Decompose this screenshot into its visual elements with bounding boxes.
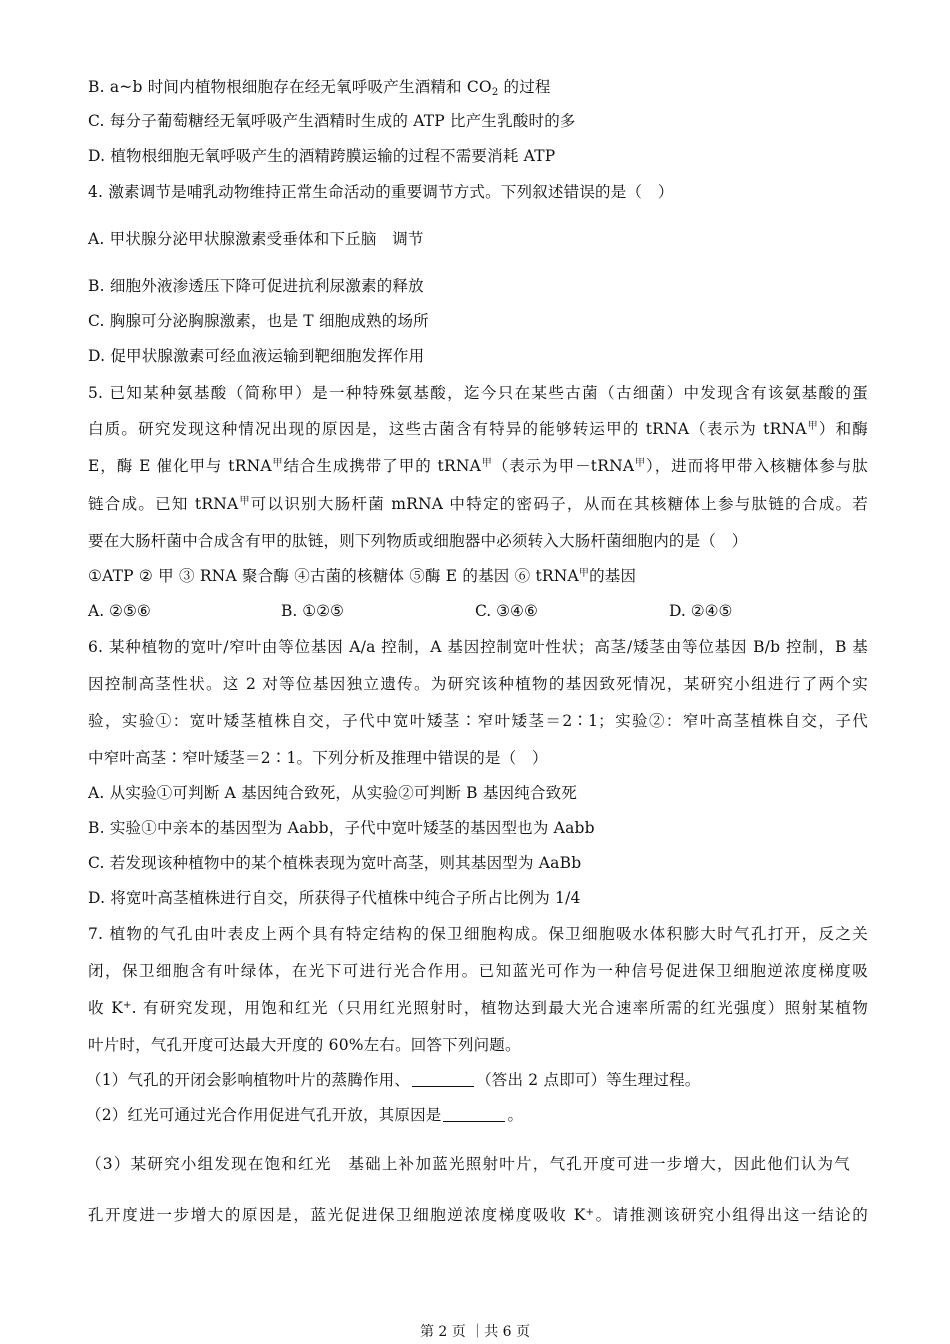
q7-stem-line-4: 叶片时，气孔开度可达最大开度的 60%左右。回答下列问题。 (88, 1036, 521, 1054)
q7-stem-line-2: 闭，保卫细胞含有叶绿体，在光下可进行光合作用。已知蓝光可作为一种信号促进保卫细胞逆浓度梯度吸 (88, 962, 868, 980)
q5-option-d: D. ②④⑤ (669, 602, 733, 620)
q5-stem-line-5: 要在大肠杆菌中合成含有甲的肽链，则下列物质或细胞器中必须转入大肠杆菌细胞内的是（ ） (88, 532, 748, 550)
q7-sub-question-3-line-2: 孔开度进一步增大的原因是，蓝光促进保卫细胞逆浓度梯度吸收 K+。请推测该研究小组得出这一结论的 (88, 1206, 869, 1224)
q5-stem-line-1: 5. 已知某种氨基酸（简称甲）是一种特殊氨基酸，迄今只在某些古菌（古细菌）中发现含有该氨基酸的蛋 (88, 384, 868, 402)
answer-blank[interactable] (443, 1107, 505, 1122)
page-footer: 第 2 页 ｜共 6 页 (419, 1324, 531, 1340)
q5-option-c: C. ③④⑥ (475, 602, 538, 620)
q5-stem-line-3: E，酶 E 催化甲与 tRNA$^甲$结合生成携带了甲的 tRNA$^甲$（表示为甲－tRNA$^甲$），进而将甲带入核糖体参与肽 (88, 457, 868, 475)
q6-option-b: B. 实验①中亲本的基因型为 Aabb，子代中宽叶矮茎的基因型也为 Aabb (88, 819, 595, 837)
q7-stem-line-1: 7. 植物的气孔由叶表皮上两个具有特定结构的保卫细胞构成。保卫细胞吸水体积膨大时气孔打开，反之关 (88, 925, 868, 943)
q6-option-d: D. 将宽叶高茎植株进行自交，所获得子代植株中纯合子所占比例为 1/4 (88, 889, 581, 907)
q3-option-d: D. 植物根细胞无氧呼吸产生的酒精跨膜运输的过程不需要消耗 ATP (88, 147, 556, 165)
q6-stem-line-2: 因控制高茎性状。这 2 对等位基因独立遗传。为研究该种植物的基因致死情况，某研究小组进行了两个实 (88, 675, 868, 693)
q6-stem-line-3: 验，实验①：宽叶矮茎植株自交，子代中宽叶矮茎∶窄叶矮茎＝2∶1；实验②：窄叶高茎植株自交，子代 (88, 712, 868, 730)
q4-stem: 4. 激素调节是哺乳动物维持正常生命活动的重要调节方式。下列叙述错误的是（ ） (88, 183, 674, 201)
q7-stem-line-3: 收 K+. 有研究发现，用饱和红光（只用红光照射时，植物达到最大光合速率所需的红光强度）照射某植物 (88, 999, 868, 1017)
q7-sub-question-1: （1）气孔的开闭会影响植物叶片的蒸腾作用、 （答出 2 点即可）等生理过程。 (86, 1071, 701, 1089)
answer-blank[interactable] (412, 1072, 474, 1087)
q3-option-c: C. 每分子葡萄糖经无氧呼吸产生酒精时生成的 ATP 比产生乳酸时的多 (88, 112, 576, 130)
q5-option-a: A. ②⑤⑥ (88, 602, 151, 620)
q4-option-b: B. 细胞外液渗透压下降可促进抗利尿激素的释放 (88, 277, 424, 295)
q6-option-a: A. 从实验①可判断 A 基因纯合致死，从实验②可判断 B 基因纯合致死 (88, 784, 578, 802)
q7-sub-question-3-line-1: （3）某研究小组发现在饱和红光 基础上补加蓝光照射叶片，气孔开度可进一步增大，因此他们认为气 (86, 1155, 850, 1173)
q4-option-d: D. 促甲状腺激素可经血液运输到靶细胞发挥作用 (88, 347, 425, 365)
q5-items: ①ATP ② 甲 ③ RNA 聚合酶 ④古菌的核糖体 ⑤酶 E 的基因 ⑥ tRNA$^甲$的基因 (88, 567, 637, 585)
q7-sub-question-2: （2）红光可通过光合作用促进气孔开放，其原因是 。 (86, 1106, 524, 1124)
q6-option-c: C. 若发现该种植物中的某个植株表现为宽叶高茎，则其基因型为 AaBb (88, 854, 582, 872)
q4-option-a: A. 甲状腺分泌甲状腺激素受垂体和下丘脑 调节 (88, 230, 424, 248)
q5-option-b: B. ①②⑤ (281, 602, 344, 620)
q6-stem-line-1: 6. 某种植物的宽叶/窄叶由等位基因 A/a 控制，A 基因控制宽叶性状；高茎/矮茎由等位基因 B/b 控制，B 基 (88, 638, 868, 656)
q5-stem-line-4: 链合成。已知 tRNA$^甲$可以识别大肠杆菌 mRNA 中特定的密码子，从而在其核糖体上参与肽链的合成。若 (88, 495, 868, 513)
q6-stem-line-4: 中窄叶高茎∶窄叶矮茎＝2∶1。下列分析及推理中错误的是（ ） (88, 749, 548, 767)
q5-stem-line-2: 白质。研究发现这种情况出现的原因是，这些古菌含有特异的能够转运甲的 tRNA（表示为 tRNA$^甲$）和酶 (88, 420, 868, 438)
q3-option-b: B. a~b 时间内植物根细胞存在经无氧呼吸产生酒精和 $CO_2$ 的过程 (88, 78, 551, 98)
q4-option-c: C. 胸腺可分泌胸腺激素，也是 T 细胞成熟的场所 (88, 312, 429, 330)
